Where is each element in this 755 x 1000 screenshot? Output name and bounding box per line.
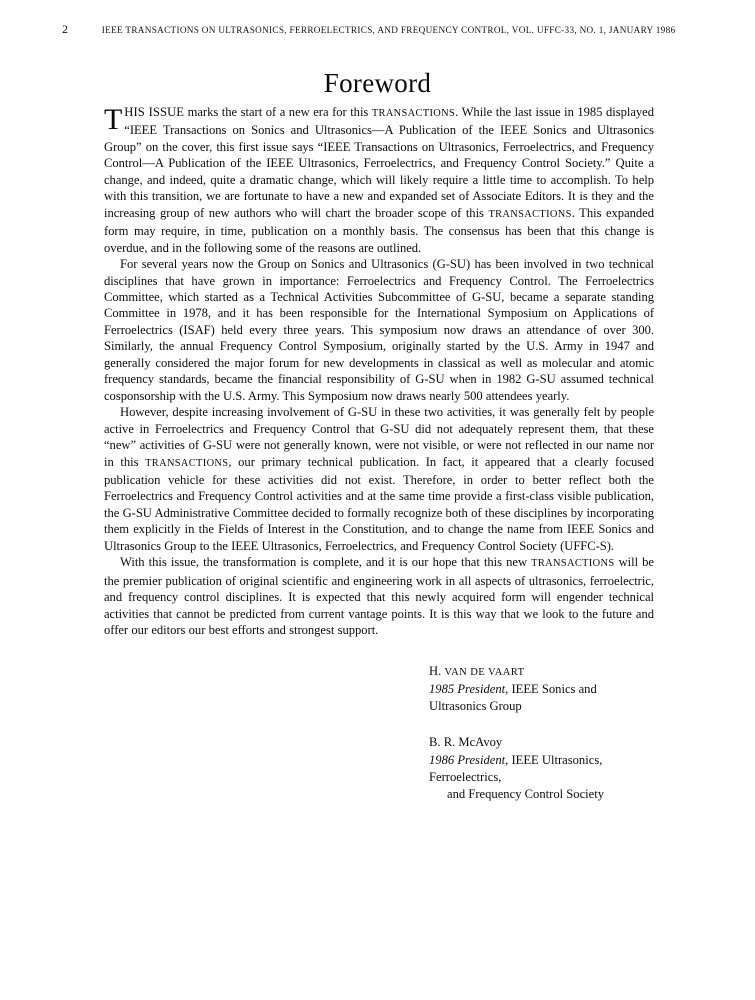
smallcaps-transactions: TRANSACTIONS [531,558,615,570]
paragraph-3 [104,404,654,554]
signatory-name [429,663,654,681]
signatory-role-org: , IEEE Ultrasonics, Ferroelectrics, [429,753,603,784]
signatory-role-title: 1985 President [429,682,506,696]
smallcaps-transactions: TRANSACTIONS [145,457,229,469]
signature-block [104,663,654,803]
journal-citation: IEEE TRANSACTIONS ON ULTRASONICS, FERROELECTRICS, AND FREQUENCY CONTROL, VOL. UFFC-33, NO. 1, JANUARY 1986 [101,25,676,35]
signatory-initials: B. R. McAvoy [429,735,503,749]
signatory-role-org: , IEEE Sonics and Ultrasonics Group [429,682,597,713]
signatory-role [429,681,654,715]
body-text-column [104,104,654,639]
signatory-initials: H. [429,664,445,678]
p4-segment-2: will be the premier publication of original scientific and engineering work in all aspects of ultrasonics, ferroelectric, and frequency control disciplines. It is expected that this newly acquired form will engender technical activities that cannot be predicted from current vantage points. It is this way that we look to the future and offer our editors our best efforts and strongest support. [104,555,654,638]
p3-segment-1: However, despite increasing involvement of G-SU in these two activities, it was generally felt by people active in Ferroelectrics and Frequency Control that G-SU did not adequately represent them, that these “new” activities of G-SU were not generally known, were not visible, or were not reflected in our name nor in this [104,405,654,469]
drop-cap: T [104,103,123,136]
signatory-role [429,752,654,786]
page-title: Foreword [323,68,432,99]
paragraph-1 [104,104,654,256]
running-head [62,22,715,36]
smallcaps-transactions: TRANSACTIONS [488,208,572,220]
signatory-role-title: 1986 President [429,753,506,767]
lead-caps: HIS ISSUE [124,105,185,119]
p3-segment-2: , our primary technical publication. In fact, it appeared that a clearly focused publication vehicle for these activities did not exist. Therefore, in order to better reflect both the Ferroelectrics and Frequency Control activities and at the same time provide a first-class visible publication, the G-SU Administrative Committee decided to formally recognize both of these disciplines by incorporating them explicitly in the Fields of Interest in the Constitution, and to change the name from IEEE Sonics and Ultrasonics Group to the IEEE Ultrasonics, Ferroelectrics, and Frequency Control Society (UFFC-S). [104,454,654,553]
paragraph-4 [104,554,654,638]
signature-entry [104,663,654,715]
signatory-role-continuation: and Frequency Control Society [447,787,605,801]
p1-segment-3: . This expanded form may require, in time, publication on a monthly basis. The consensus has been that this change is overdue, and in the following some of the reasons are outlined. [104,205,654,255]
p4-segment-1: With this issue, the transformation is complete, and it is our hope that this new [120,555,532,570]
signatory-name [429,734,654,752]
smallcaps-transactions: TRANSACTIONS [371,108,456,119]
signatory-surname: VAN DE VAART [444,667,525,678]
signature-entry [104,734,654,803]
p1-segment-1: marks the start of a new era for this [184,105,372,119]
page-number: 2 [62,22,69,36]
p1-segment-2: . While the last issue in 1985 displayed “IEEE Transactions on Sonics and Ultrasonics—A Publication of the IEEE Sonics and Ultrasonics Group” on the cover, this first issue says “IEEE Transactions on Ultrasonics, Ferroelectrics, and Frequency Control—A Publication of the IEEE Ultrasonics, Ferroelectrics, and Frequency Control Society.” Quite a change, and indeed, quite a dramatic change, which will likely require a little time to accomplish. To help with this transition, we are fortunate to have a new and expanded set of Associate Editors. It is they and the increasing group of new authors who will chart the broader scope of this [104,105,654,220]
paragraph-2: For several years now the Group on Sonics and Ultrasonics (G-SU) has been involved in two technical disciplines that have grown in importance: Ferroelectrics and Frequency Control. The Ferroelectrics Committee, which started as a Technical Activities Subcommittee of G-SU, became a separate standing Committee in 1978, and it has been responsible for the International Symposium on Applications of Ferroelectrics (ISAF) held every three years. This symposium now draws an attendance of over 300. Similarly, the annual Frequency Control Symposium, originally started by the U.S. Army in 1947 and generally considered the major forum for new developments in classical as well as molecular and atomic frequency standards, became the financial responsibility of G-SU when in 1982 G-SU assumed technical cosponsorship with the U.S. Army. This Symposium now draws nearly 500 attendees yearly. [104,257,654,403]
